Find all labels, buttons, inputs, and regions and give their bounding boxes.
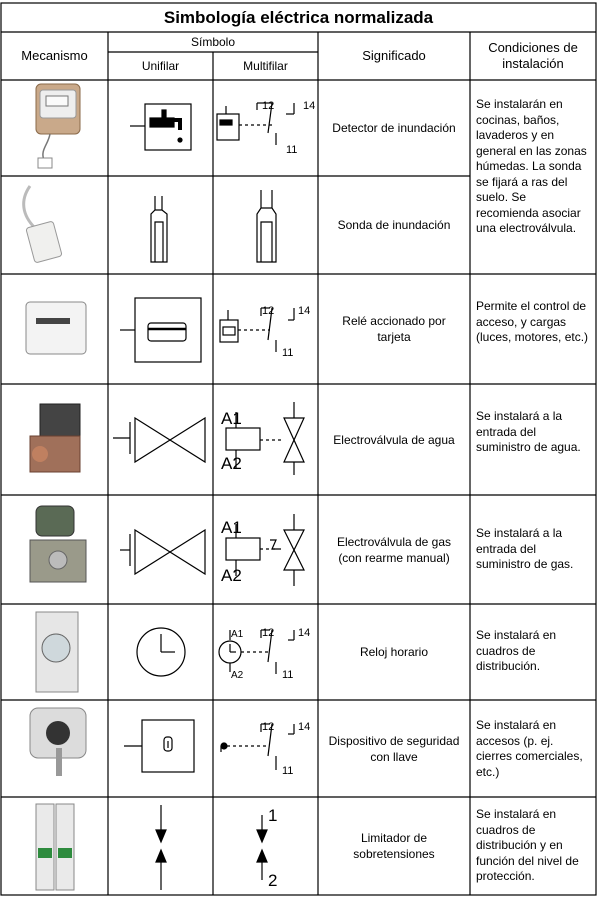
- label-12-row3: 12: [262, 305, 275, 317]
- condiciones-row-5-text: Se instalará a la entrada del suministro de gas.: [476, 526, 574, 571]
- condiciones-row-8: [472, 807, 596, 892]
- label-a1-row6: A1: [231, 629, 244, 640]
- header-condiciones: Condiciones de instalación: [488, 40, 578, 71]
- label-14-row7: 14: [298, 721, 311, 733]
- significado-row-5: Electroválvula de gas (con rearme manual): [336, 534, 452, 565]
- significado-row-1: Detector de inundación: [332, 121, 456, 135]
- label-12-row7: 12: [262, 721, 275, 733]
- header-simbolo: Símbolo: [190, 35, 236, 49]
- label-2-row8: 2: [268, 871, 278, 890]
- significado-row-3: Relé accionado por tarjeta: [342, 314, 446, 344]
- condiciones-row-8-text: Se instalará en cuadros de distribución y en función del nivel de protección.: [476, 807, 579, 883]
- significado-row-2: Sonda de inundación: [337, 218, 451, 232]
- condiciones-row-6-text: Se instalará en cuadros de distribución.: [476, 628, 557, 673]
- label-a2-row4: A2: [221, 454, 242, 473]
- table-title: Simbología eléctrica normalizada: [163, 7, 434, 27]
- header-unifilar: Unifilar: [141, 59, 180, 73]
- label-14-row6: 14: [298, 627, 311, 639]
- label-a2-row5: A2: [221, 566, 242, 585]
- header-mecanismo: Mecanismo: [21, 48, 88, 63]
- condiciones-merged: [472, 97, 596, 267]
- condiciones-row-3: [472, 299, 596, 379]
- significado-row-6: Reloj horario: [359, 645, 429, 659]
- label-12-row6: 12: [262, 627, 275, 639]
- label-a1-row5: A1: [221, 518, 242, 537]
- condiciones-row-5: [472, 526, 596, 596]
- label-14-row3: 14: [298, 305, 311, 317]
- significado-row-4: Electroválvula de agua: [333, 432, 455, 447]
- label-11-row3: 11: [282, 347, 294, 359]
- condiciones-merged-text: Se instalarán en cocinas, baños, lavaderos y en general en las zonas húmedas. La sonda se fijará a ras del suelo. Se recomienda asociar una electroválvula.: [476, 97, 587, 235]
- condiciones-row-7: [472, 718, 596, 793]
- label-14-row1: 14: [303, 100, 316, 112]
- label-11-row7: 11: [282, 765, 294, 777]
- label-11-row6: 11: [282, 669, 294, 681]
- condiciones-row-4: [472, 409, 596, 489]
- condiciones-row-7-text: Se instalará en accesos (p. ej. cierres comerciales, etc.): [476, 718, 583, 779]
- condiciones-row-4-text: Se instalará a la entrada del suministro de agua.: [476, 409, 581, 454]
- header-multifilar: Multifilar: [243, 59, 288, 73]
- header-significado: Significado: [362, 48, 426, 63]
- label-1-row8: 1: [268, 806, 278, 825]
- condiciones-row-6: [472, 628, 596, 698]
- condiciones-row-3-text: Permite el control de acceso, y cargas (luces, motores, etc.): [476, 299, 589, 344]
- significado-row-7: Dispositivo de seguridad con llave: [328, 733, 460, 764]
- label-11-row1: 11: [286, 144, 298, 156]
- label-12-row1: 12: [262, 100, 275, 112]
- significado-row-8: Limitador de sobretensiones: [353, 831, 435, 861]
- label-a2-row6: A2: [231, 670, 244, 681]
- label-a1-row4: A1: [221, 409, 242, 428]
